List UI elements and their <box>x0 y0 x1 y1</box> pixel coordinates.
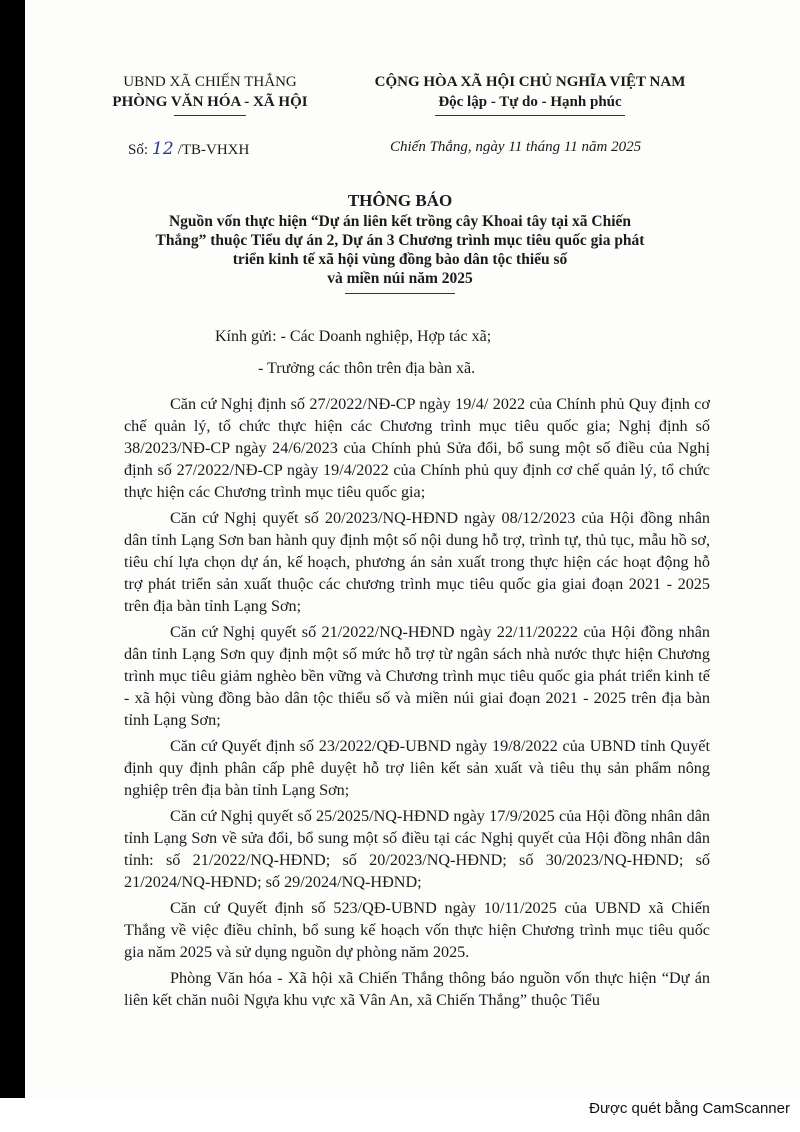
subtitle-line-3: triển kinh tế xã hội vùng đồng bào dân tộc thiểu số <box>232 251 568 268</box>
org-department: PHÒNG VĂN HÓA - XÃ HỘI <box>112 94 308 110</box>
org-underline <box>174 115 246 116</box>
document-body <box>124 393 710 1015</box>
subtitle-line-1: Nguồn vốn thực hiện “Dự án liên kết trồng cây Khoai tây tại xã Chiến <box>168 213 632 230</box>
paragraph: Căn cứ Nghị định số 27/2022/NĐ-CP ngày 19/4/ 2022 của Chính phủ Quy định cơ chế quản lý, tổ chức thực hiện các Chương trình mục tiêu quốc gia; Nghị định số 38/2023/NĐ-CP ngày 24/6/2023 của Chính phủ Sửa đổi, bổ sung một số điều của Nghị định số 27/2022/NĐ-CP ngày 19/4/2022 của Chính phủ quy định cơ chế quản lý, tổ chức thực hiện các Chương trình mục tiêu quốc gia; <box>124 395 710 501</box>
paragraph: Phòng Văn hóa - Xã hội xã Chiến Thắng thông báo nguồn vốn thực hiện “Dự án liên kết chăn nuôi Ngựa khu vực xã Vân An, xã Chiến Thắng” thuộc Tiểu <box>124 969 710 1009</box>
subtitle-line-4: và miền núi năm 2025 <box>327 270 473 287</box>
motto-underline <box>435 115 625 116</box>
subtitle-line-2: Thắng” thuộc Tiểu dự án 2, Dự án 3 Chương trình mục tiêu quốc gia phát <box>155 232 645 249</box>
number-code: /TB-VHXH <box>177 142 250 158</box>
scanner-watermark: Được quét bằng CamScanner <box>589 1100 790 1117</box>
recipients-line-2: - Trưởng các thôn trên địa bàn xã. <box>258 360 476 377</box>
recipients-line-1: Kính gửi: - Các Doanh nghiệp, Hợp tác xã; <box>215 328 492 345</box>
org-commune: UBND XÃ CHIẾN THẮNG <box>123 74 297 90</box>
handwritten-number: 12 <box>152 139 174 159</box>
paragraph: Căn cứ Nghị quyết số 21/2022/NQ-HĐND ngày 22/11/20222 của Hội đồng nhân dân tỉnh Lạng Sơn quy định một số mức hỗ trợ từ ngân sách nhà nước thực hiện Chương trình mục tiêu giảm nghèo bền vững và Chương trình mục tiêu quốc gia phát triển kinh tế - xã hội vùng đồng bào dân tộc thiểu số và miền núi giai đoạn 2021 - 2025 trên địa bàn tỉnh Lạng Sơn; <box>124 623 710 729</box>
paragraph: Căn cứ Nghị quyết số 20/2023/NQ-HĐND ngày 08/12/2023 của Hội đồng nhân dân tỉnh Lạng Sơn ban hành quy định một số nội dung hỗ trợ, trình tự, thủ tục, mẫu hồ sơ, tiêu chí lựa chọn dự án, kế hoạch, phương án sản xuất trong thực hiện các hoạt động hỗ trợ phát triển sản xuất thuộc các chương trình mục tiêu quốc gia giai đoạn 2021 - 2025 trên địa bàn tỉnh Lạng Sơn; <box>124 509 710 615</box>
country-name: CỘNG HÒA XÃ HỘI CHỦ NGHĨA VIỆT NAM <box>374 74 686 90</box>
title-block <box>130 190 670 294</box>
national-header <box>340 72 720 116</box>
document-date: Chiến Thắng, ngày 11 tháng 11 năm 2025 <box>390 139 642 155</box>
paragraph: Căn cứ Quyết định số 523/QĐ-UBND ngày 10/11/2025 của UBND xã Chiến Thắng về việc điều chỉnh, bổ sung kế hoạch vốn thực hiện Chương trình mục tiêu quốc gia năm 2025 và sử dụng nguồn dự phòng năm 2025. <box>124 899 710 961</box>
national-motto: Độc lập - Tự do - Hạnh phúc <box>438 94 622 110</box>
document-number <box>128 139 249 159</box>
paragraph: Căn cứ Nghị quyết số 25/2025/NQ-HĐND ngày 17/9/2025 của Hội đồng nhân dân tỉnh Lạng Sơn về sửa đổi, bổ sung một số điều tại các Nghị quyết của Hội đồng nhân dân tỉnh: số 21/2022/NQ-HĐND; số 20/2023/NQ-HĐND; số 30/2023/NQ-HĐND; số 21/2024/NQ-HĐND; số 29/2024/NQ-HĐND; <box>124 807 710 891</box>
title-underline <box>345 293 455 294</box>
document-title: THÔNG BÁO <box>347 191 453 210</box>
paragraph: Căn cứ Quyết định số 23/2022/QĐ-UBND ngày 19/8/2022 của UBND tỉnh Quyết định quy định phân cấp phê duyệt hỗ trợ liên kết sản xuất và tiêu thụ sản phẩm nông nghiệp trên địa bàn tỉnh Lạng Sơn; <box>124 737 710 799</box>
issuing-organization <box>90 72 330 116</box>
number-label: Số: <box>128 142 149 158</box>
